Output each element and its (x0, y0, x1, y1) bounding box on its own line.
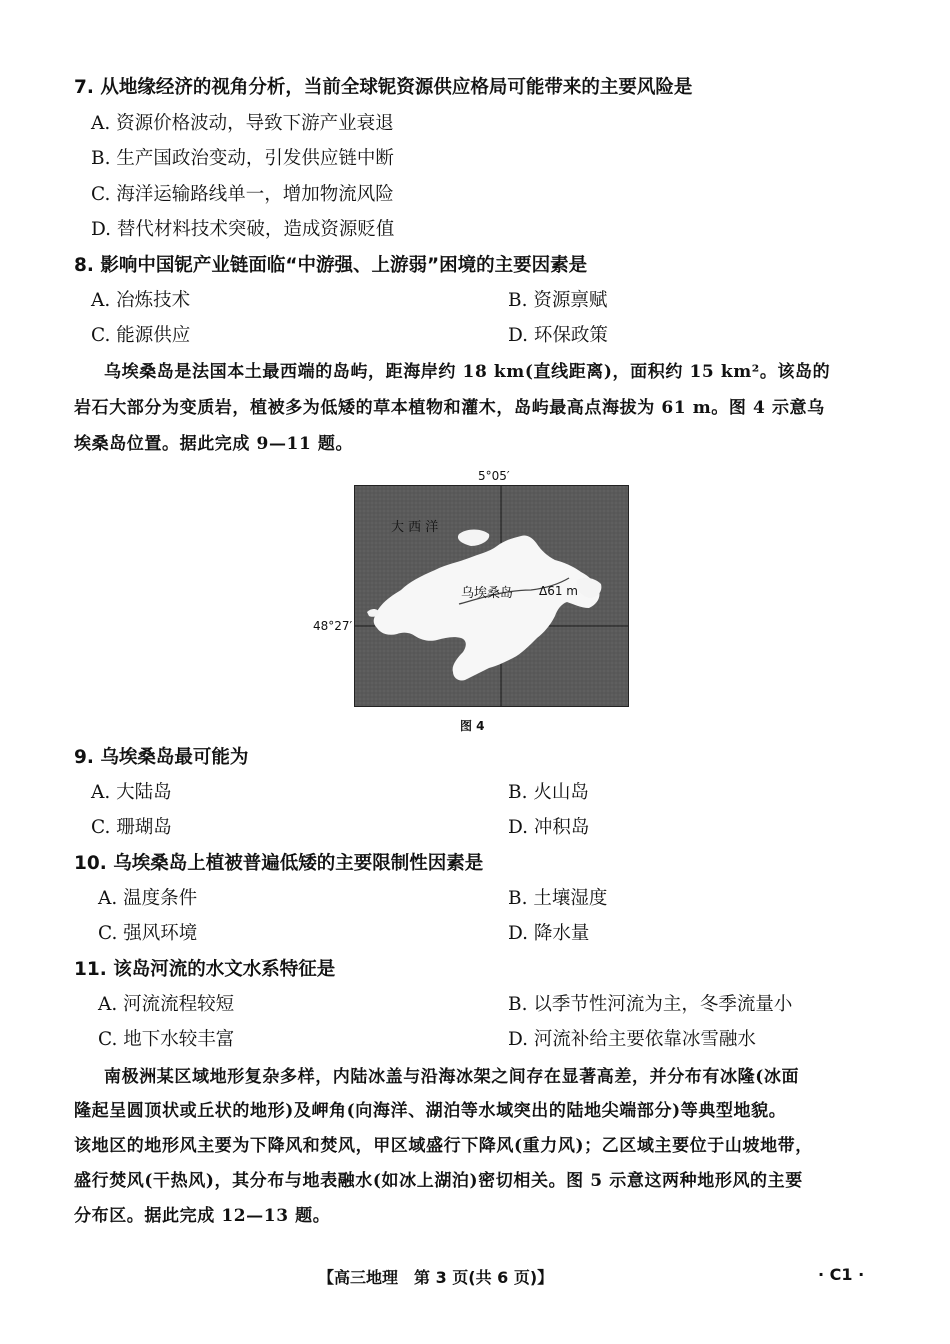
question-9-stem: 9. 乌埃桑岛最可能为 (74, 747, 249, 768)
question-9-option-d: D. 冲积岛 (508, 817, 590, 838)
passage-1-line-3: 埃桑岛位置。据此完成 9—11 题。 (74, 434, 354, 454)
ocean-label: 大 西 洋 (391, 520, 439, 535)
question-8-stem: 8. 影响中国铌产业链面临“中游强、上游弱”困境的主要因素是 (74, 255, 588, 276)
question-7-option-d: D. 替代材料技术突破，造成资源贬值 (91, 219, 395, 240)
question-11-option-d: D. 河流补给主要依靠冰雪融水 (508, 1029, 756, 1050)
passage-2-line-2: 隆起呈圆顶状或丘状的地形)及岬角(向海洋、湖泊等水域突出的陆地尖端部分)等典型地貌。 (74, 1101, 787, 1121)
passage-2-line-1: 南极洲某区域地形复杂多样，内陆冰盖与沿海冰架之间存在显著高差，并分布有冰隆(冰面 (104, 1067, 800, 1087)
question-7-stem: 7. 从地缘经济的视角分析，当前全球铌资源供应格局可能带来的主要风险是 (74, 77, 693, 98)
island-name-label: 乌埃桑岛 (461, 586, 514, 601)
figure-4-caption: 图 4 (460, 719, 485, 733)
question-11-option-a: A. 河流流程较短 (98, 994, 235, 1015)
longitude-label: 5°05′ (478, 469, 510, 483)
question-9-option-b: B. 火山岛 (508, 782, 589, 803)
peak-elevation-label: Δ61 m (539, 584, 578, 598)
question-10-option-c: C. 强风环境 (98, 923, 198, 944)
question-10-option-d: D. 降水量 (508, 923, 590, 944)
passage-1-line-2: 岩石大部分为变质岩，植被多为低矮的草本植物和灌木，岛屿最高点海拔为 61 m。图 4 示意乌 (74, 398, 825, 418)
question-7-option-a: A. 资源价格波动，导致下游产业衰退 (91, 113, 394, 134)
question-8-option-a: A. 冶炼技术 (91, 290, 191, 311)
question-7-option-b: B. 生产国政治变动，引发供应链中断 (91, 148, 394, 169)
question-10-option-a: A. 温度条件 (98, 888, 198, 909)
question-11-stem: 11. 该岛河流的水文水系特征是 (74, 959, 336, 980)
latitude-label: 48°27′ (313, 619, 353, 633)
question-10-stem: 10. 乌埃桑岛上植被普遍低矮的主要限制性因素是 (74, 853, 484, 874)
question-11-option-b: B. 以季节性河流为主，冬季流量小 (508, 994, 793, 1015)
passage-2-line-5: 分布区。据此完成 12—13 题。 (74, 1206, 331, 1226)
question-8-option-d: D. 环保政策 (508, 325, 608, 346)
question-9-option-c: C. 珊瑚岛 (91, 817, 172, 838)
question-11-option-c: C. 地下水较丰富 (98, 1029, 235, 1050)
passage-2-line-3: 该地区的地形风主要为下降风和焚风，甲区域盛行下降风(重力风)；乙区域主要位于山坡地带， (74, 1136, 813, 1156)
question-10-option-b: B. 土壤湿度 (508, 888, 608, 909)
passage-2-line-4: 盛行焚风(干热风)，其分布与地表融水(如冰上湖泊)密切相关。图 5 示意这两种地形风的主要 (74, 1171, 803, 1191)
island-location-map (354, 485, 629, 707)
question-8-option-c: C. 能源供应 (91, 325, 191, 346)
question-7-option-c: C. 海洋运输路线单一，增加物流风险 (91, 184, 394, 205)
question-9-option-a: A. 大陆岛 (91, 782, 172, 803)
page-footer: 【高三地理 第 3 页(共 6 页)】 (318, 1268, 554, 1287)
question-8-option-b: B. 资源禀赋 (508, 290, 608, 311)
passage-1-line-1: 乌埃桑岛是法国本土最西端的岛屿，距海岸约 18 km(直线距离)，面积约 15 km²。该岛的 (104, 362, 831, 382)
exam-code: · C1 · (818, 1265, 865, 1284)
